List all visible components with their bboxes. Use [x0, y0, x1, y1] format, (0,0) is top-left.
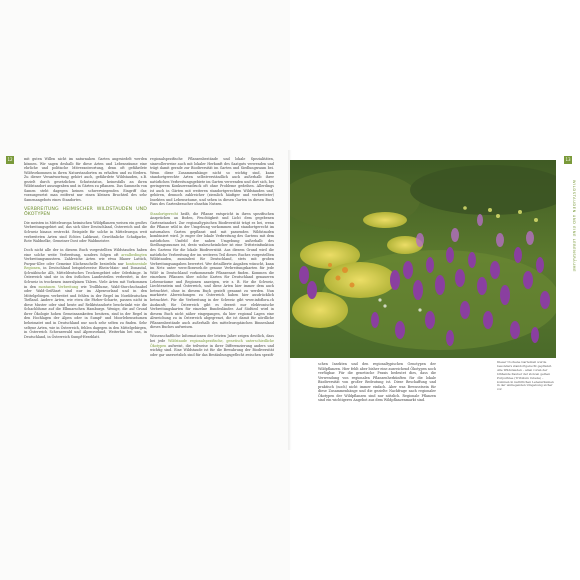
text-run: aufweist, die teilweise in ihrer Differenzierung anders und wichtig sind. Eine Wildstaude ist für die Bewahrung der Biodiversität oder gar unersetzlich sind für das Bestäubungsgeflecht zwischen spezifi-	[150, 343, 274, 357]
section-heading: VERBREITUNG HEIMISCHER WILDSTAUDEN UND ÖKOTYPEN	[24, 207, 147, 218]
highlight-term: arealbedingten	[121, 252, 147, 257]
highlight-term: montanen Verbreitung	[38, 284, 79, 289]
page-number-right: 13	[565, 157, 571, 162]
running-head-right: WILDSTAUDEN UND EINE LEBENSRÄUME	[572, 179, 577, 273]
paragraph: regionalspezifische Pflanzenbestände und lokale Spezialitäten, sinnvollerweise auch mit lokaler Herkunft des Saatguts verwenden und trägt damit gerade zur Biodiversität im Garten und Siedlungsraum bei. Wenn diese Zusammenhänge nicht so wichtig sind, kann standortgerechte Arten selbstverständlich auch außerhalb ihrer natürlichen Verbreitungsgebiete im Garten verwenden und dort sich, bei geringerem Konkurrenzdruck oft ohne Probleme gedeihen. Allerdings ist auch in Gärten mit weiteren standortgerechten Wildstauden und, gehören, dennoch zahlreicher (ziemlich häufiger und verbreiteter) Insekten und Lebensräume, und sehen in diesen Garten in diesen Buch Fans des Gartenbesucher ohnehin Nutzen.	[150, 157, 274, 207]
garden-photo	[290, 160, 556, 358]
page-number-left: 12	[7, 157, 13, 162]
left-column-2	[150, 157, 274, 532]
paragraph	[24, 248, 147, 339]
paragraph	[150, 212, 274, 330]
text-run: heißt, die Pflanze entspricht in ihren spezifischen Ansprüchen an Boden, Feuchtigkeit und Licht dem gegebenen Gartenstandort. Zur regionaltypischen Biodiversität trägt es bei, wenn die Pflanze wild in der Umgebung vorkommen und standortgerecht im naturnahen Garten gepflanzt und mit passenden Wildstauden kombiniert wird. Je enger der lokale Verbreitung des Gartens mit dem natürlichen Umfeld der nahen Umgebung außerhalb des Siedlungsraumes ist, desto wahrscheinlicher ist eine Trittsteinfunktion des Gartens für die lokale Biodiversität. Aus diesem Grund wird die natürliche Verbreitung der im weiteren Teil dieses Buches vorgestellten Wildstauden, zumindest für Deutschland, stets mit groben Verbreitungsangaben bewertet. Wer detaillierte Angaben wünscht, kann im Netz unter www.floraweb.de genaue Verbreitungskarten für jede Wild- in Deutschland vorkommende Pflanzenart finden. Kommen die einzelnen Pflanzen über solche Karten für Deutschland genaueren Lebensräume und Regionen anzeigen, wie z. B. für die Schweiz, Liechtenstein und Österreich, und diese Arten hier immer dem auch betrachtet, ohne in diesem Buch gezielt genannt zu werden. Nun markierte Abweichungen zu Österreich haben hier ausdrücklich betrachtet. Für die Verbreitung in der Schweiz gibt www.infoflora.ch Auskunft; für Österreich gibt es derzeit nur elektronische Verbreitungskarten für einzelne Bundesländer. Auf Südtirol wird in diesem Buch nicht näher eingegangen, da hier regional Lagen eine Abweichung zu in Österreich abgegrenzt, die ist damit für nördliche Pflanzenbestände auch außerhalb des mitteleuropäischen Binnenland dieses Buches aufweisen.	[150, 211, 274, 330]
right-column-1	[318, 362, 436, 422]
text-run: Doch nicht alle der in diesem Buch vorgestellten Wildstauden haben eine solche weite Verbreitung, sondern folgen oft	[24, 248, 147, 257]
photo-caption: Dieser trockene Gartenteil wurde besonders standortgerecht gepflanzt. Alle Wildstauden – allen voran der blühende Zauber der stolzen gelben Purpurklee (Trifolium rubens) – kommen in natürlichen Lebensräumen in der umliegenden Umgebung sicher vor.	[497, 360, 554, 392]
left-column-1	[24, 157, 147, 532]
paragraph: schen Insekten und den regionaltypischen Genotypen der Wildpflanzen. Hier fehlt aber bisher eine ausreichend Ökotypen noch verfügbar. Für die genetische Praxis bedeutet dies, dass die Verwendung von regionalen Pflanzenherkünften für die lokale Biodiversität von großer Bedeutung ist. Diese Beschaffung und praktisch (noch) nicht immer einfach. Aber was Bewusstsein für diese Zusammenhänge und die gezielte Nachfrage nach regionaler Ökotypen der Wildpflanzen sind nur nützlich. Regionale Pflanzen sind ein wichtigeres Angebot aus dem Wildpflanzenmarkt sind.	[318, 362, 436, 403]
highlight-term: Standortgerecht	[150, 211, 178, 216]
running-head-left	[0, 172, 1, 232]
text-run: Wissenschaftliche Informationen der letzten Jahre zeigen deutlich, dass bei jede	[150, 334, 274, 343]
paragraph	[150, 334, 274, 357]
garden-illustration	[290, 160, 556, 358]
text-run: , in Deutschland beispielsweise Rhein-Main- und Donautal, Schwäbische Alb, Mitteldeutsches Trockengebiet oder Oderhänge. In Österreich sind sie in den östlichen Landesteilen verbreitet, in der Schweiz in trockenen inneralpinen Tälern. Viele Arten mit Vorkommen in den	[24, 266, 147, 289]
text-run: wie Trollblume, Wald-Storchschnabel oder Wald-Geißbart sind nur im Alpenvorland und in den Mittelgebirgen verbreitet und fehlen in der Regel im Norddeutschen Tiefland. Andere Arten, wie etwa die Färber-Scharte, passen nicht in diese Muster oder sind heute auf Reliktstandorte beschränkt wie die Schachblume auf die Elbmarschen Hamburgs. Wenige, die auf Grund ihrer Ökologie hohen Gemeinsamkeiten besitzen, sind in der Regel in den Hochlagen der Alpen oder in Sumpf- und Moorlebensräumen beheimatet und in Deutschland nur noch sehr selten zu finden. Sehr seltene Arten, wie in Österreich, fehlen dagegen in den Mittelgebirgen, in Österreich Schwarzwald und Alpenvorland, Weiterhin bei uns, in Deutschland, in Österreich Sumpf-Herzblatt.	[24, 284, 147, 339]
text-run: Verbreitungsmustern. Zahlreiche Arten wie etwa Blauer Lattich, Purpur-Klee oder Gemeine Küchenschelle besiedeln nur	[24, 257, 147, 266]
highlight-term: kontinentale Regionen	[24, 261, 147, 271]
paragraph: mit guten Willen nicht im naturnahen Garten angesiedelt werden können. Wir sagen deshalb für diese Arten und Lebensräume eine ehrliche und politische Mitverantwortung, denn oft gefährdete Wildvorkommen in ihren Naturstandorten zu erhalten und zu fördern. Zu dieser Verantwortung gehört auch, gefährdete Wildstauden, z.B. gezielt durch gesetzlichen Schutzstatus, keinesfalls an ihren Wildstandort auszugraben und in Gärten zu pflanzen. Das Sammeln von Samen steht dagegen keinen schwerwiegenden Eingriff dar, vorausgesetzt man entfernt nur einen kleinen Bruchteil des sehr Samenangebots eines Standortes.	[24, 157, 147, 202]
paragraph: Die meisten in Mitteleuropa heimischen Wildpflanzen weisen ein großes Verbreitungsgebiet auf, das sich über Deutschland, Österreich und die Schweiz hinaus erstreckt. Beispiele für solche in Mitteleuropa weit verbreiteten Arten sind Echtes Labkraut, Gewöhnliche Schafgarbe, Rote Waldnelke, Gemeiner Dost oder Waldmeister.	[24, 220, 147, 244]
highlight-term: Wildstaude regionalspezifische, genetisch unterschiedliche Ökotypen	[150, 338, 274, 348]
